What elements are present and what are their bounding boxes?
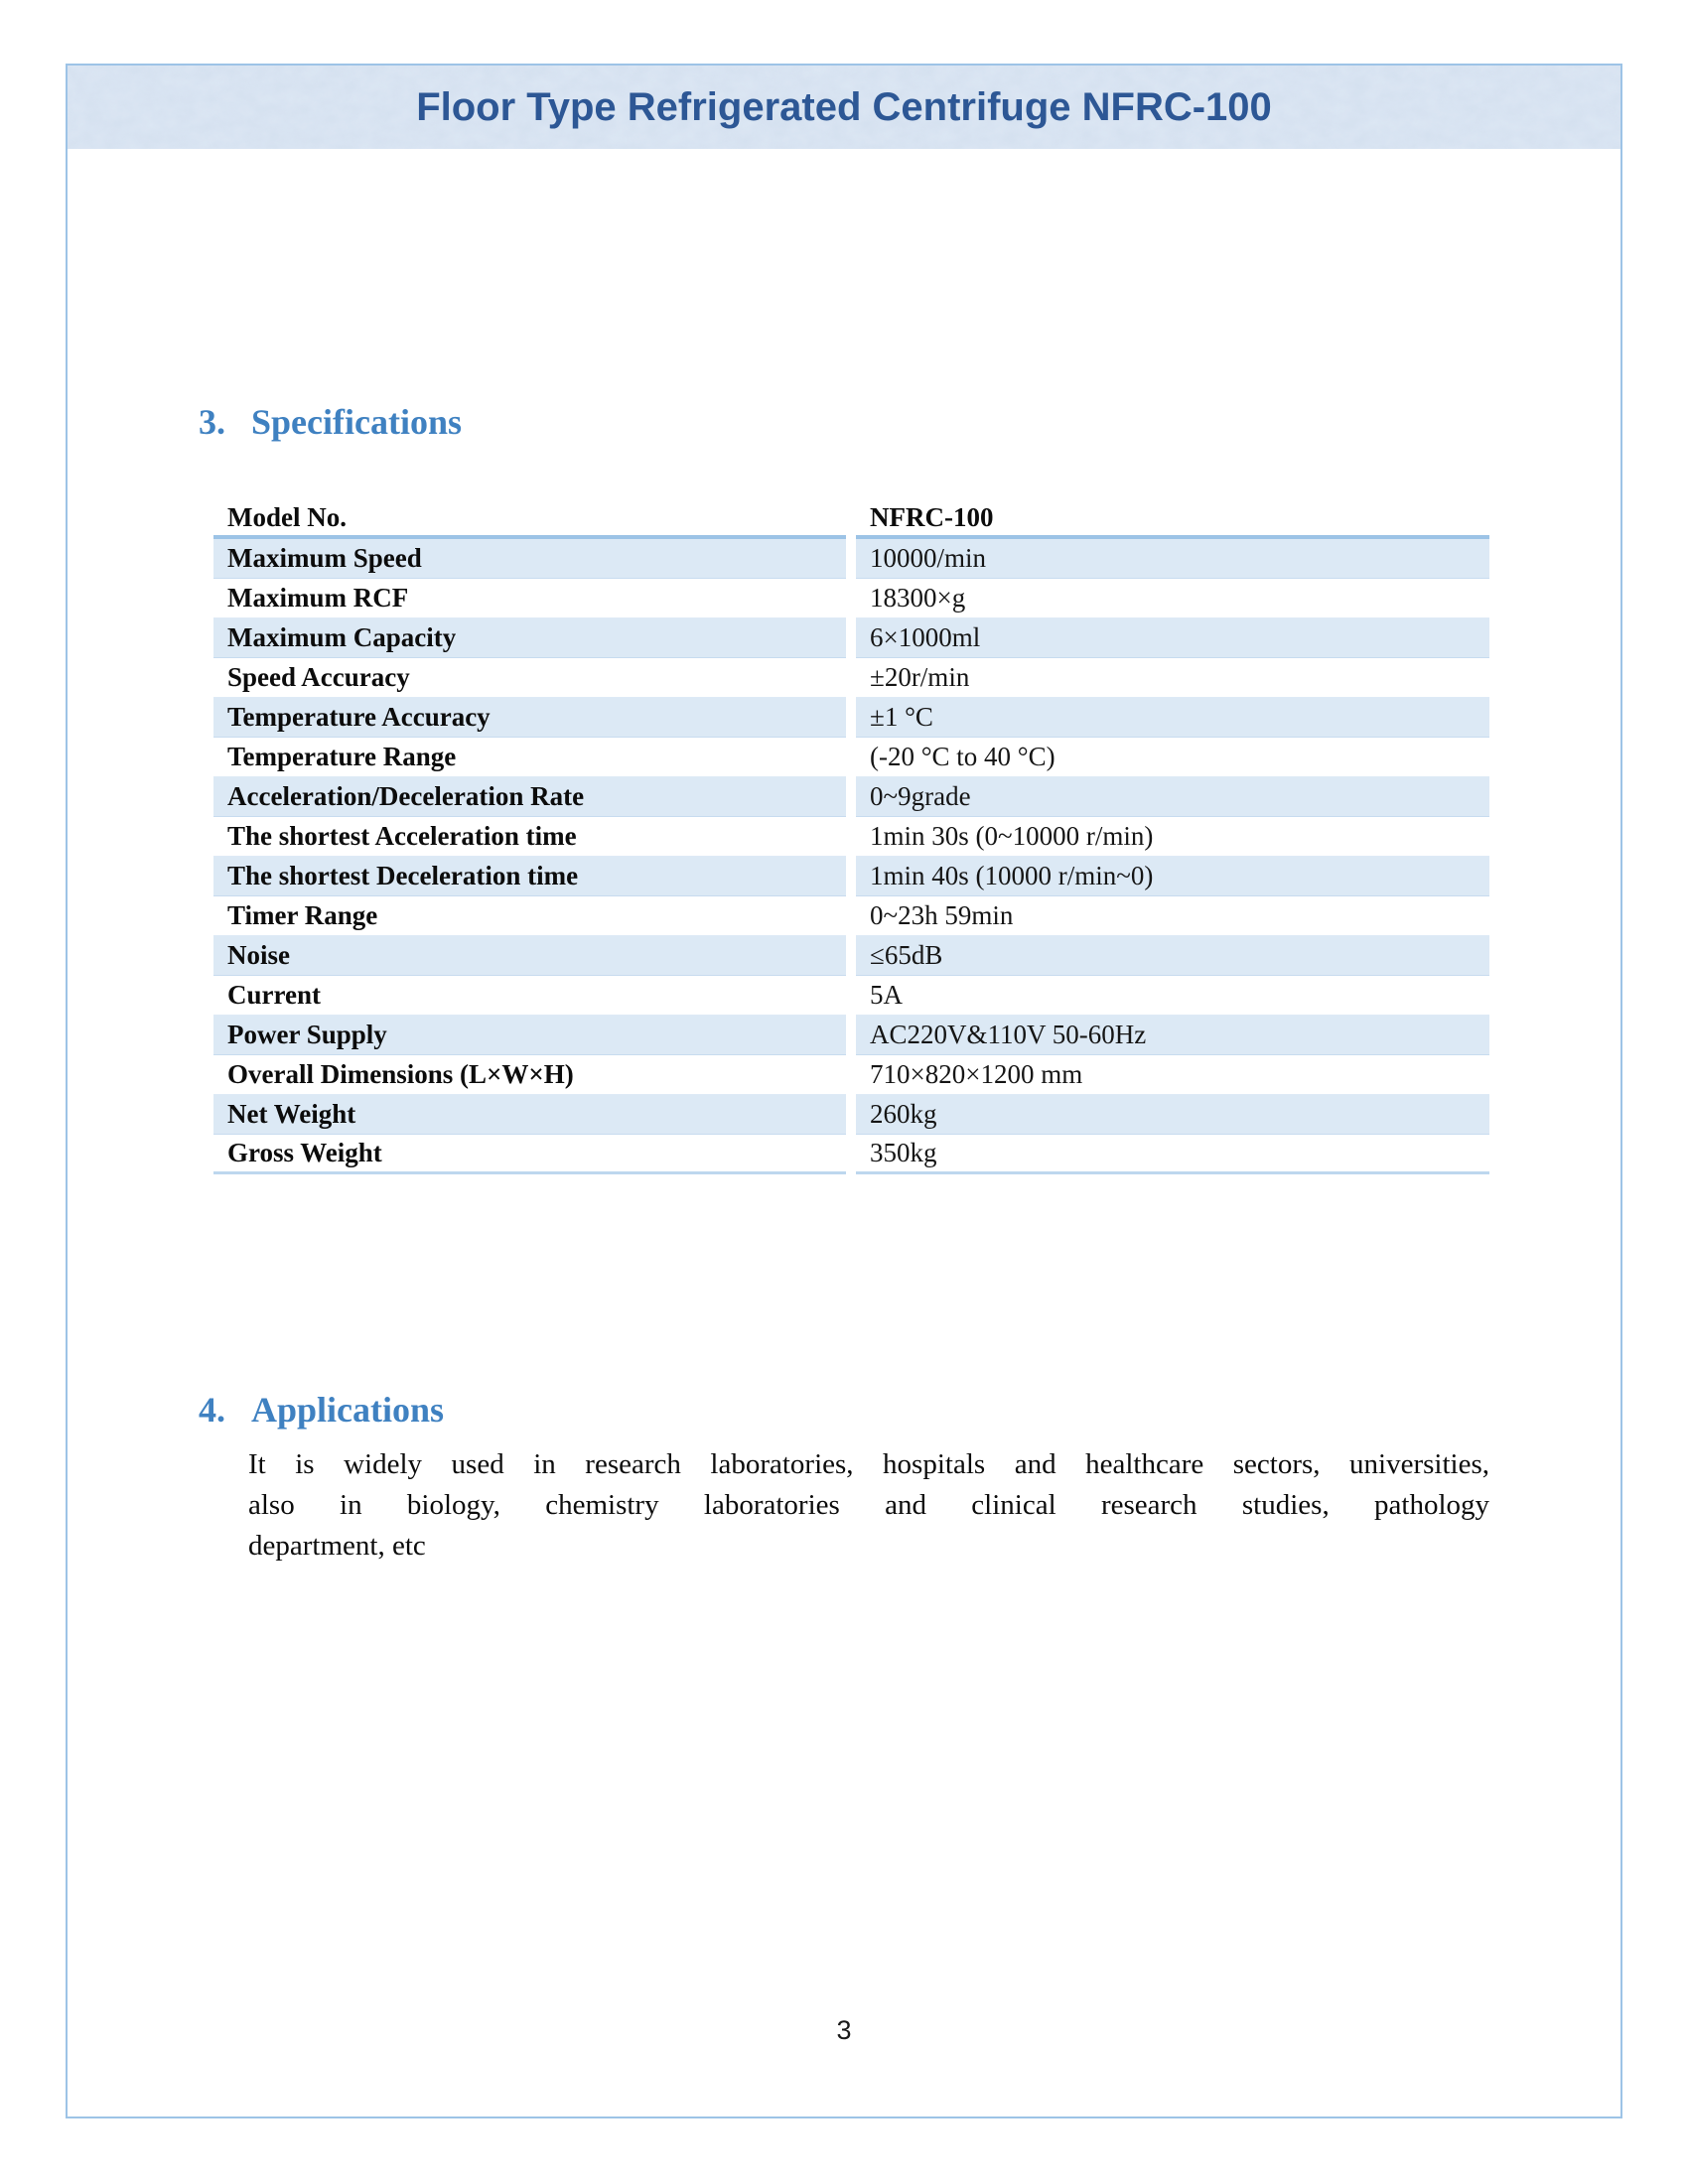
column-gap: [846, 658, 856, 698]
spec-value: 1min 40s (10000 r/min~0): [856, 857, 1489, 896]
page-number: 3: [836, 2015, 852, 2045]
document-title: Floor Type Refrigerated Centrifuge NFRC-100: [416, 85, 1272, 129]
spec-value: 10000/min: [856, 539, 1489, 579]
spec-value: 18300×g: [856, 579, 1489, 618]
spec-value: 350kg: [856, 1135, 1489, 1174]
column-gap: [846, 539, 856, 579]
table-row: [213, 618, 1489, 658]
column-gap: [846, 1135, 856, 1174]
section-title: Specifications: [251, 402, 462, 442]
spec-value: 0~9grade: [856, 777, 1489, 817]
spec-label: Current: [213, 976, 846, 1016]
spec-label: Net Weight: [213, 1095, 846, 1135]
spec-value: ≤65dB: [856, 936, 1489, 976]
table-row: [213, 658, 1489, 698]
table-row: [213, 817, 1489, 857]
spec-table-header: [213, 499, 1489, 539]
column-gap: [846, 618, 856, 658]
spec-label: Temperature Accuracy: [213, 698, 846, 738]
paragraph-line: It is widely used in research laboratories, hospitals and healthcare sectors, universities,: [248, 1448, 1489, 1480]
table-row: [213, 1016, 1489, 1055]
column-gap: [846, 817, 856, 857]
column-gap: [846, 976, 856, 1016]
table-row: [213, 1135, 1489, 1174]
column-gap: [846, 1016, 856, 1055]
spec-value: 6×1000ml: [856, 618, 1489, 658]
spec-value: 0~23h 59min: [856, 896, 1489, 936]
spec-value: NFRC-100: [856, 499, 1489, 539]
table-row: [213, 738, 1489, 777]
header-banner: [68, 66, 1620, 149]
paragraph-line: also in biology, chemistry laboratories and clinical research studies, pathology: [248, 1489, 1489, 1521]
table-row: [213, 579, 1489, 618]
column-gap: [846, 777, 856, 817]
spec-label: The shortest Deceleration time: [213, 857, 846, 896]
table-row: [213, 857, 1489, 896]
table-row: [213, 976, 1489, 1016]
spec-value: 710×820×1200 mm: [856, 1055, 1489, 1095]
column-gap: [846, 896, 856, 936]
spec-value: 5A: [856, 976, 1489, 1016]
spec-label: Power Supply: [213, 1016, 846, 1055]
spec-value: (-20 °C to 40 °C): [856, 738, 1489, 777]
spec-value: 260kg: [856, 1095, 1489, 1135]
spec-label: Maximum RCF: [213, 579, 846, 618]
section-heading-specifications: [199, 400, 462, 444]
spec-table-body: [213, 539, 1489, 1174]
spec-value: ±1 °C: [856, 698, 1489, 738]
column-gap: [846, 499, 856, 539]
column-gap: [846, 579, 856, 618]
spec-label: Noise: [213, 936, 846, 976]
section-number: 3.: [199, 402, 225, 442]
spec-label: Gross Weight: [213, 1135, 846, 1174]
spec-label: Acceleration/Deceleration Rate: [213, 777, 846, 817]
column-gap: [846, 1095, 856, 1135]
spec-value: AC220V&110V 50-60Hz: [856, 1016, 1489, 1055]
section-number: 4.: [199, 1390, 225, 1430]
applications-paragraph: [248, 1444, 1489, 1567]
table-row: [213, 896, 1489, 936]
section-heading-applications: [199, 1388, 444, 1432]
table-row: [213, 1055, 1489, 1095]
spec-label: Maximum Speed: [213, 539, 846, 579]
spec-table: [213, 499, 1489, 1174]
table-row: [213, 1095, 1489, 1135]
table-row: [213, 777, 1489, 817]
spec-label: The shortest Acceleration time: [213, 817, 846, 857]
spec-label: Temperature Range: [213, 738, 846, 777]
table-row: [213, 698, 1489, 738]
table-header-row: [213, 499, 1489, 539]
column-gap: [846, 698, 856, 738]
column-gap: [846, 936, 856, 976]
spec-label: Model No.: [213, 499, 846, 539]
column-gap: [846, 857, 856, 896]
paragraph-line: department, etc: [248, 1530, 426, 1562]
spec-value: ±20r/min: [856, 658, 1489, 698]
column-gap: [846, 738, 856, 777]
table-row: [213, 936, 1489, 976]
spec-value: 1min 30s (0~10000 r/min): [856, 817, 1489, 857]
column-gap: [846, 1055, 856, 1095]
spec-label: Speed Accuracy: [213, 658, 846, 698]
section-title: Applications: [251, 1390, 445, 1430]
spec-label: Overall Dimensions (L×W×H): [213, 1055, 846, 1095]
table-row: [213, 539, 1489, 579]
spec-label: Timer Range: [213, 896, 846, 936]
spec-label: Maximum Capacity: [213, 618, 846, 658]
